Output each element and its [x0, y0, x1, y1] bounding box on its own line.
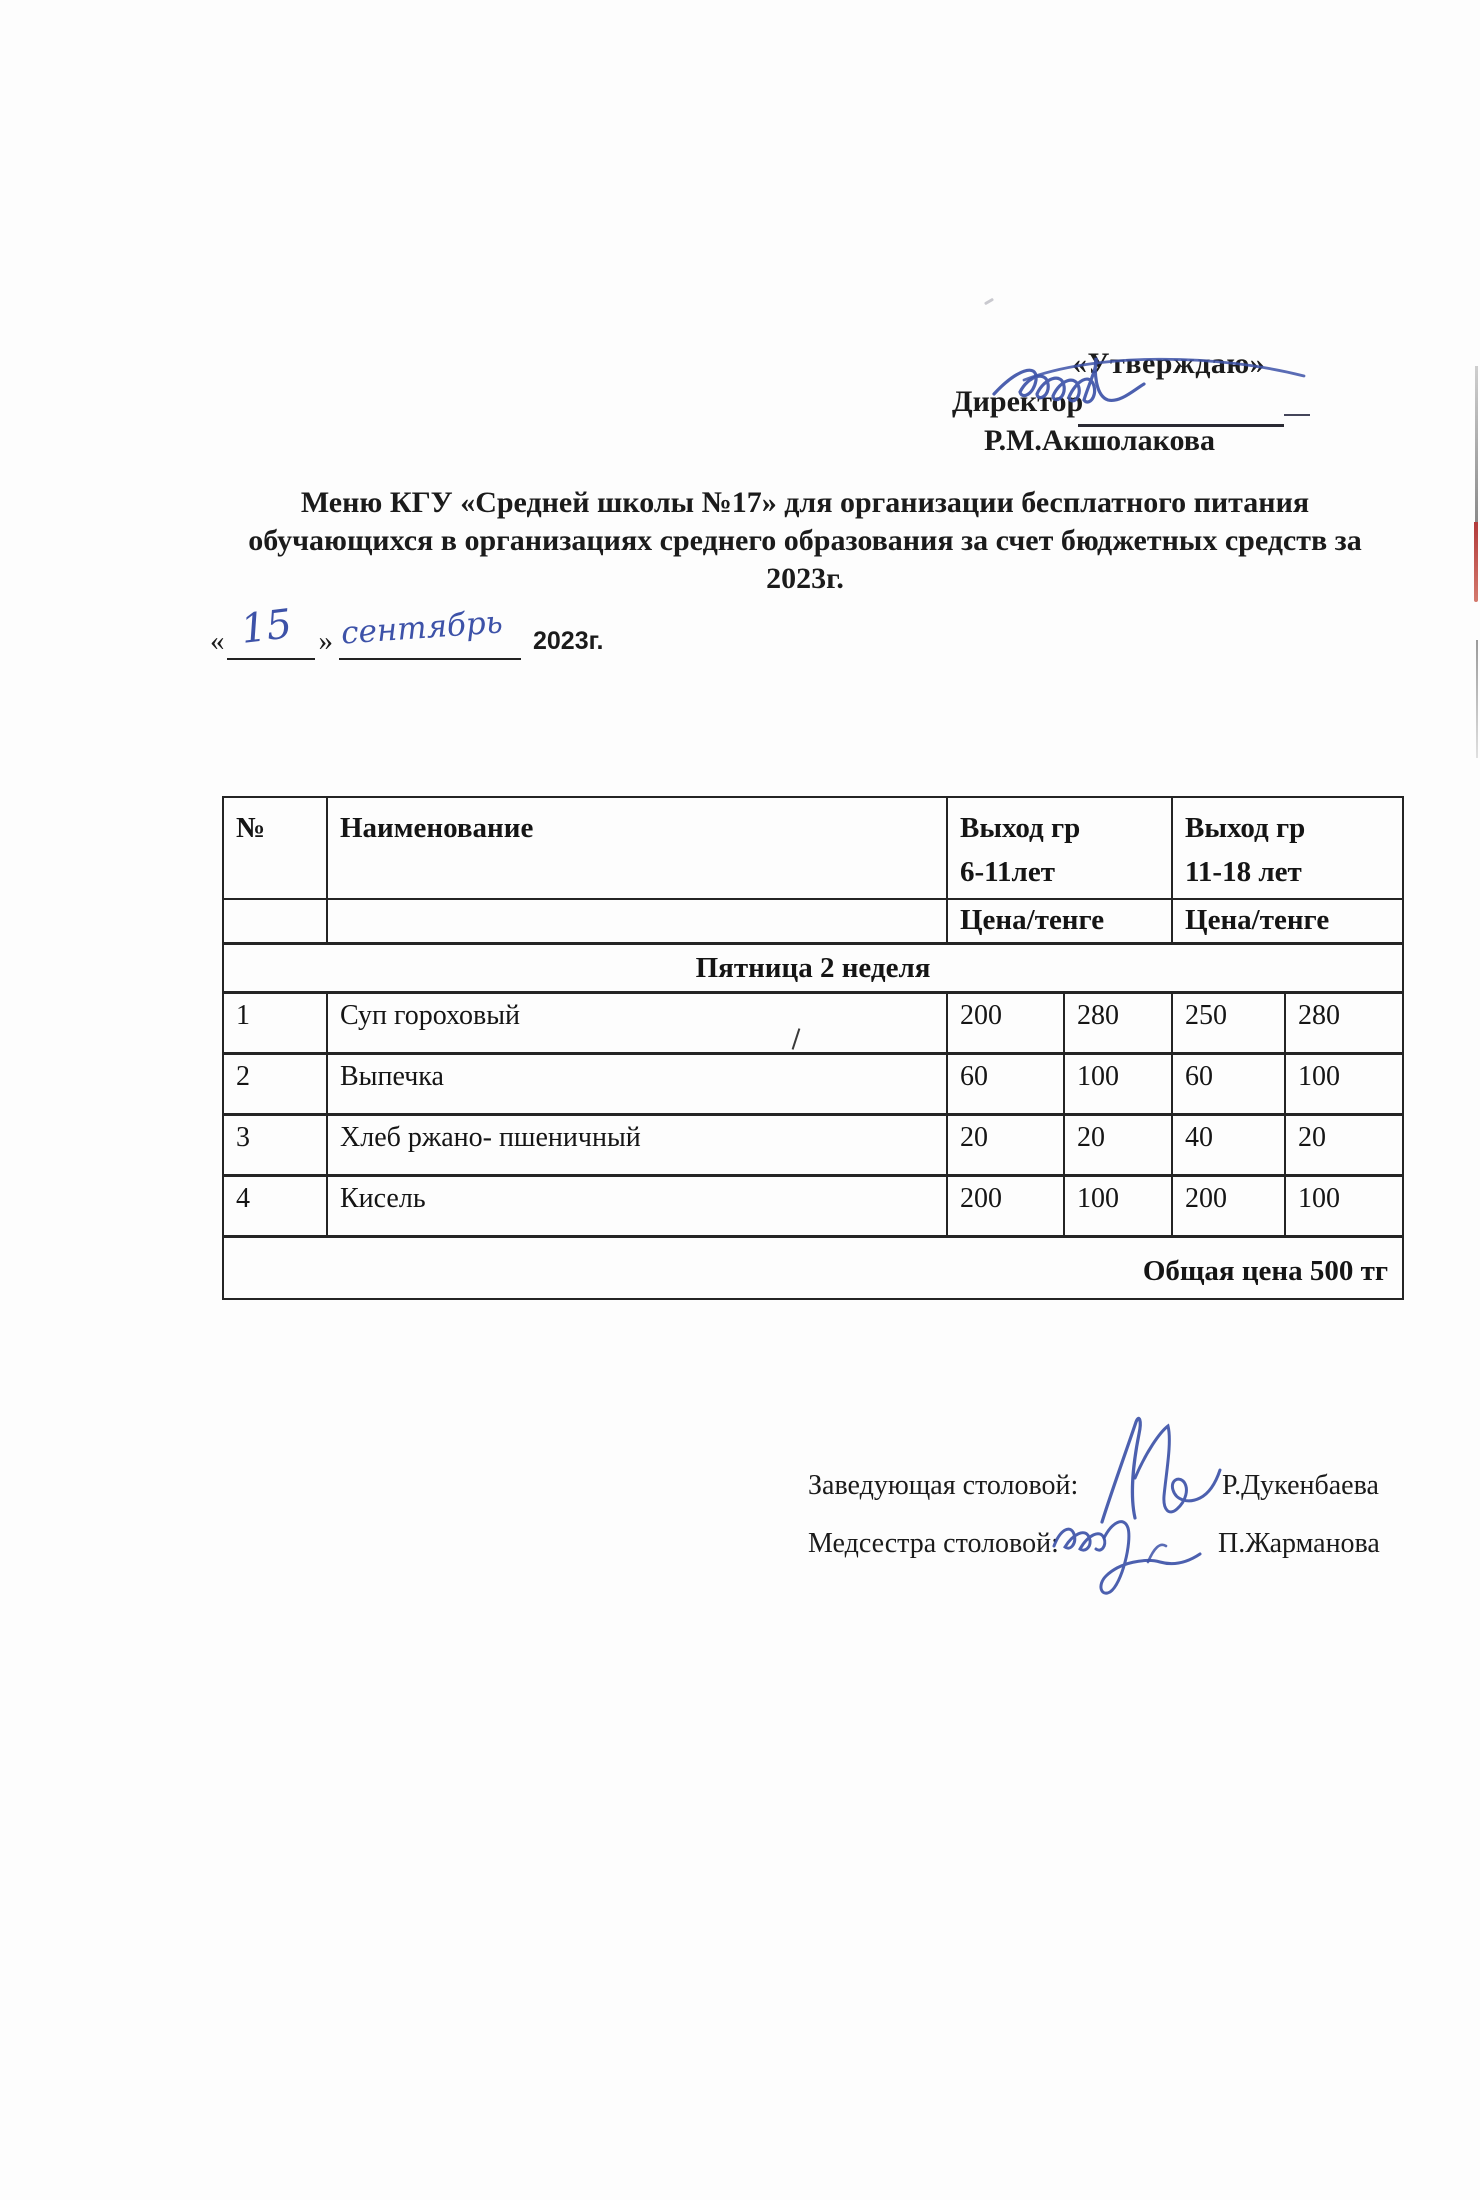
day-blank-line — [227, 601, 315, 660]
price-label-6-11: Цена/тенге — [947, 899, 1172, 944]
header-col-11-18 — [1172, 797, 1403, 899]
nurse-signature-icon — [1048, 1502, 1228, 1602]
cell-value: 280 — [1285, 993, 1403, 1054]
section-title: Пятница 2 неделя — [223, 944, 1403, 993]
cell-value: 100 — [1285, 1054, 1403, 1115]
scan-edge-line-gray-top — [1475, 366, 1478, 522]
cell-value: 40 — [1172, 1115, 1285, 1176]
section-row — [223, 944, 1403, 993]
open-quote: « — [210, 625, 225, 657]
table-header-row — [223, 797, 1403, 899]
cell-value: 200 — [1172, 1176, 1285, 1237]
cell-value: 100 — [1064, 1054, 1172, 1115]
close-quote: » — [318, 625, 333, 657]
cell-name: Хлеб ржано- пшеничный — [327, 1115, 947, 1176]
cell-value: 250 — [1172, 993, 1285, 1054]
total-row — [223, 1237, 1403, 1300]
cell-value: 100 — [1064, 1176, 1172, 1237]
handwritten-day: 15 — [237, 601, 295, 653]
scan-edge-line-gray-bottom — [1476, 640, 1478, 758]
menu-table-container — [222, 796, 1402, 1300]
signatory-name-canteen-manager: Р.Дукенбаева — [1222, 1470, 1379, 1501]
cell-value: 60 — [947, 1054, 1064, 1115]
approval-name: Р.М.Акшолакова — [984, 424, 1215, 457]
table-row — [223, 1176, 1403, 1237]
header-num: № — [223, 797, 327, 899]
scan-speck — [984, 298, 994, 306]
table-price-row — [223, 899, 1403, 944]
signatory-role-canteen-manager: Заведующая столовой: — [808, 1470, 1079, 1501]
cell-value: 60 — [1172, 1054, 1285, 1115]
approval-role: Директор — [952, 385, 1084, 418]
title-line-3: 2023г. — [766, 562, 844, 595]
approval-stamp: «Утверждаю» — [1072, 347, 1266, 380]
date-line — [210, 601, 604, 660]
cell-value: 280 — [1064, 993, 1172, 1054]
title-line-1: Меню КГУ «Средней школы №17» для организации бесплатного питания — [300, 486, 1310, 519]
menu-table — [222, 796, 1404, 1300]
table-row — [223, 1054, 1403, 1115]
cell-value: 20 — [947, 1115, 1064, 1176]
cell-value: 20 — [1285, 1115, 1403, 1176]
title-line-2: обучающихся в организациях среднего образования за счет бюджетных средств за — [248, 524, 1362, 557]
cell-name: Кисель — [327, 1176, 947, 1237]
header-col-11-18-line1: Выход гр — [1185, 812, 1306, 844]
date-year: 2023г. — [533, 627, 604, 655]
scan-edge-line-red — [1474, 522, 1478, 602]
header-name: Наименование — [327, 797, 947, 899]
director-signature-icon — [986, 348, 1316, 430]
cell-value: 200 — [947, 1176, 1064, 1237]
signatory-name-nurse: П.Жарманова — [1218, 1528, 1380, 1559]
signatory-role-nurse: Медсестра столовой: — [808, 1528, 1059, 1559]
cell-value: 200 — [947, 993, 1064, 1054]
price-empty-num — [223, 899, 327, 944]
cell-value: 20 — [1064, 1115, 1172, 1176]
table-row — [223, 1115, 1403, 1176]
cell-name: Суп гороховый — [327, 993, 947, 1054]
signature-line-tail — [1284, 414, 1310, 416]
price-empty-name — [327, 899, 947, 944]
cell-num: 2 — [223, 1054, 327, 1115]
handwritten-month: сентябрь — [339, 604, 504, 652]
total-price: Общая цена 500 тг — [223, 1237, 1403, 1300]
document-title — [140, 484, 1470, 598]
header-col-6-11-line2: 6-11лет — [960, 856, 1055, 888]
table-row — [223, 993, 1403, 1054]
header-col-6-11 — [947, 797, 1172, 899]
cell-num: 3 — [223, 1115, 327, 1176]
cell-name: Выпечка — [327, 1054, 947, 1115]
cell-num: 1 — [223, 993, 327, 1054]
header-col-11-18-line2: 11-18 лет — [1185, 856, 1302, 888]
cell-num: 4 — [223, 1176, 327, 1237]
month-blank-line — [339, 604, 521, 660]
price-label-11-18: Цена/тенге — [1172, 899, 1403, 944]
header-col-6-11-line1: Выход гр — [960, 812, 1081, 844]
cell-value: 100 — [1285, 1176, 1403, 1237]
